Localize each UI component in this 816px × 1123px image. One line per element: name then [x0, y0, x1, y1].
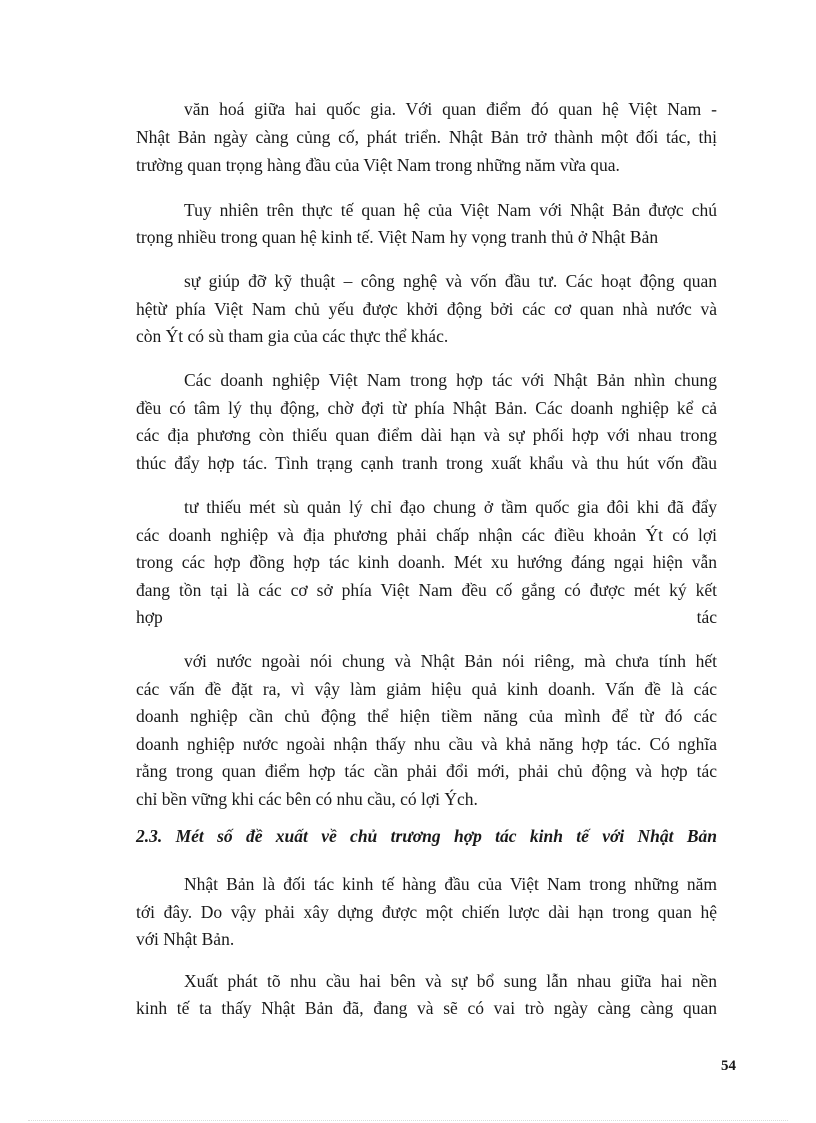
text-line: thúc đẩy hợp tác. Tình trạng cạnh tranh trong xuất khẩu và thu hút vốn đầu: [136, 453, 717, 473]
text-line: hệtừ phía Việt Nam chủ yếu được khởi động bởi các cơ quan nhà nước và: [136, 299, 717, 319]
split-text-line: [136, 605, 717, 629]
text-line: Tuy nhiên trên thực tế quan hệ của Việt Nam với Nhật Bản được chú: [184, 200, 717, 220]
text-line: rằng trong quan điểm hợp tác cần phải đổi mới, phải chủ động và hợp tác: [136, 761, 717, 781]
footer-divider: [28, 1120, 788, 1121]
text-line: trọng nhiều trong quan hệ kinh tế. Việt Nam hy vọng tranh thủ ở Nhật Bản: [136, 227, 659, 247]
text-line: tư thiếu mét sù quản lý chỉ đạo chung ở tầm quốc gia đôi khi đã đẩy: [184, 497, 717, 517]
text-line: trong các hợp đồng hợp tác kinh doanh. Mét xu hướng đáng ngại hiện vẫn: [136, 552, 717, 572]
text-line: Xuất phát tõ nhu cầu hai bên và sự bổ sung lẫn nhau giữa hai nền: [184, 971, 717, 991]
text-line: văn hoá giữa hai quốc gia. Với quan điểm đó quan hệ Việt Nam -: [184, 99, 717, 119]
text-line: đang tồn tại là các cơ sở phía Việt Nam đều cố gắng có được mét ký kết: [136, 580, 717, 600]
text-line: chỉ bền vững khi các bên có nhu cầu, có lợi Ých.: [136, 789, 478, 809]
text-line: các vấn đề đặt ra, vì vậy làm giảm hiệu quả kinh doanh. Vấn đề là các: [136, 679, 717, 699]
text-line: sự giúp đỡ kỹ thuật – công nghệ và vốn đầu tư. Các hoạt động quan: [184, 271, 717, 291]
text-line: với nước ngoài nói chung và Nhật Bản nói riêng, mà chưa tính hết: [184, 651, 717, 671]
split-line-right: tác: [696, 607, 717, 627]
section-heading: 2.3. Mét số đề xuất về chủ trương hợp tác kinh tế với Nhật Bản: [136, 826, 717, 846]
text-line: doanh nghiệp nước ngoài nhận thấy nhu cầu và khả năng hợp tác. Có nghĩa: [136, 734, 717, 754]
text-line: Các doanh nghiệp Việt Nam trong hợp tác với Nhật Bản nhìn chung: [184, 370, 717, 390]
text-line: Nhật Bản là đối tác kinh tế hàng đầu của Việt Nam trong những năm: [184, 874, 717, 894]
split-line-left: hợp: [136, 607, 163, 627]
text-line: với Nhật Bản.: [136, 929, 235, 949]
text-line: đều có tâm lý thụ động, chờ đợi từ phía Nhật Bản. Các doanh nghiệp kể cả: [136, 398, 717, 418]
text-line: các địa phương còn thiếu quan điểm dài hạn và sự phối hợp với nhau trong: [136, 425, 717, 445]
text-line: trường quan trọng hàng đầu của Việt Nam trong những năm vừa qua.: [136, 155, 620, 175]
text-line: kinh tế ta thấy Nhật Bản đã, đang và sẽ có vai trò ngày càng càng quan: [136, 998, 717, 1018]
text-line: tới đây. Do vậy phải xây dựng được một chiến lược dài hạn trong quan hệ: [136, 902, 717, 922]
text-line: các doanh nghiệp và địa phương phải chấp nhận các điều khoản Ýt có lợi: [136, 525, 717, 545]
text-line: doanh nghiệp cần chủ động thể hiện tiềm năng của mình để từ đó các: [136, 706, 717, 726]
text-line: còn Ýt có sù tham gia của các thực thể khác.: [136, 326, 449, 346]
text-line: Nhật Bản ngày càng củng cố, phát triển. Nhật Bản trở thành một đối tác, thị: [136, 127, 717, 147]
page-number: 54: [721, 1058, 736, 1074]
